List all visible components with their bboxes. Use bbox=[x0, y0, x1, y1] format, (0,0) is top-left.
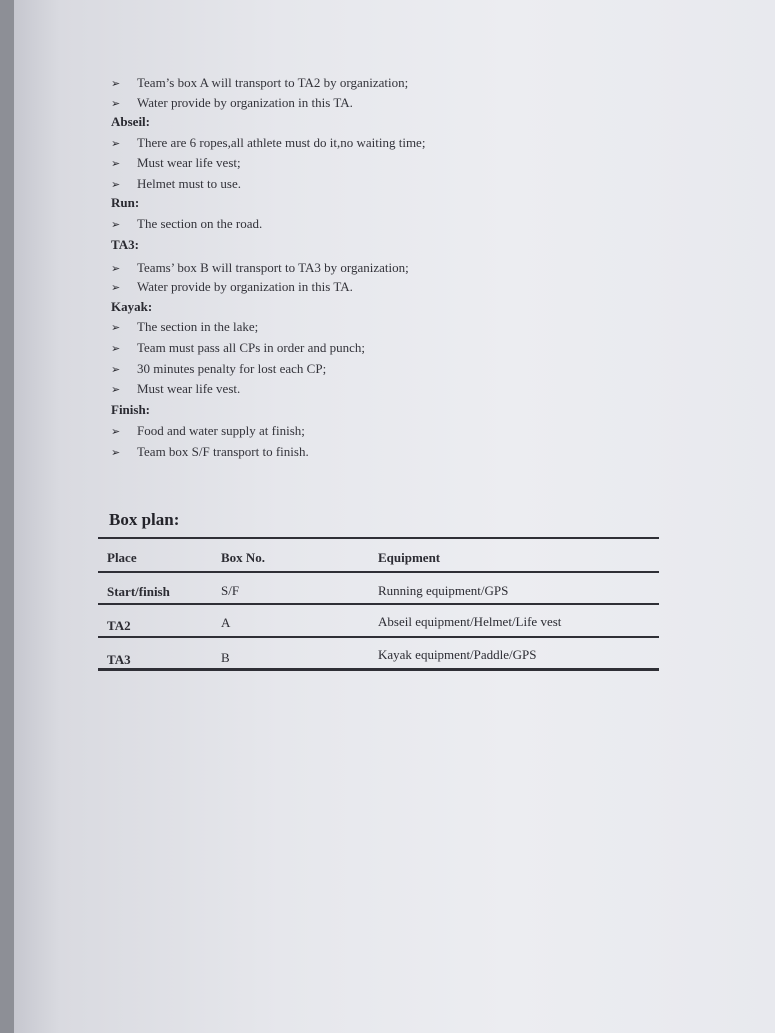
table-bottom-rule bbox=[98, 668, 659, 671]
section-heading-abseil: Abseil: bbox=[111, 114, 150, 129]
table-header-rule bbox=[98, 571, 659, 573]
section-heading-run: Run: bbox=[111, 195, 140, 210]
table-cell-box-no: S/F bbox=[221, 583, 240, 598]
arrow-bullet-icon: ➢ bbox=[111, 446, 121, 459]
bullet-item: ➢ Teams’ box B will transport to TA3 by organization; bbox=[111, 260, 409, 275]
document-content bbox=[14, 0, 775, 1033]
arrow-bullet-icon: ➢ bbox=[111, 97, 121, 110]
bullet-item: ➢ Team’s box A will transport to TA2 by organization; bbox=[111, 75, 409, 90]
document-page bbox=[14, 0, 775, 1033]
table-cell-place: Start/finish bbox=[107, 584, 170, 599]
arrow-bullet-icon: ➢ bbox=[111, 178, 121, 191]
bullet-item: ➢ Team box S/F transport to finish. bbox=[111, 444, 309, 459]
box-plan-title: Box plan: bbox=[109, 510, 180, 529]
table-header-place: Place bbox=[107, 550, 137, 565]
table-header-box-no: Box No. bbox=[221, 550, 266, 565]
section-heading-finish: Finish: bbox=[111, 402, 151, 417]
bullet-item: ➢ The section on the road. bbox=[111, 216, 263, 231]
table-cell-box-no: A bbox=[221, 615, 231, 630]
arrow-bullet-icon: ➢ bbox=[111, 363, 121, 376]
arrow-bullet-icon: ➢ bbox=[111, 157, 121, 170]
table-top-rule bbox=[98, 537, 659, 539]
table-cell-equipment: Running equipment/GPS bbox=[378, 583, 509, 598]
table-cell-place: TA2 bbox=[107, 618, 131, 633]
bullet-item: ➢ Food and water supply at finish; bbox=[111, 423, 305, 438]
bullet-item: ➢ Helmet must to use. bbox=[111, 176, 241, 191]
arrow-bullet-icon: ➢ bbox=[111, 342, 121, 355]
arrow-bullet-icon: ➢ bbox=[111, 77, 121, 90]
table-cell-equipment: Kayak equipment/Paddle/GPS bbox=[378, 647, 537, 662]
arrow-bullet-icon: ➢ bbox=[111, 137, 121, 150]
table-row-rule bbox=[98, 636, 659, 638]
bullet-item: ➢ Water provide by organization in this TA. bbox=[111, 95, 353, 110]
table-header-equipment: Equipment bbox=[378, 550, 441, 565]
table-cell-equipment: Abseil equipment/Helmet/Life vest bbox=[378, 614, 562, 629]
table-cell-box-no: B bbox=[221, 650, 230, 665]
arrow-bullet-icon: ➢ bbox=[111, 383, 121, 396]
bullet-item: ➢ Must wear life vest. bbox=[111, 381, 241, 396]
table-row-rule bbox=[98, 603, 659, 605]
arrow-bullet-icon: ➢ bbox=[111, 425, 121, 438]
bullet-item: ➢ Must wear life vest; bbox=[111, 155, 241, 170]
table-cell-place: TA3 bbox=[107, 652, 131, 667]
bullet-item: ➢ Water provide by organization in this TA. bbox=[111, 279, 353, 294]
arrow-bullet-icon: ➢ bbox=[111, 218, 121, 231]
section-heading-ta3: TA3: bbox=[111, 237, 139, 252]
bullet-item: ➢ 30 minutes penalty for lost each CP; bbox=[111, 361, 327, 376]
section-heading-kayak: Kayak: bbox=[111, 299, 153, 314]
arrow-bullet-icon: ➢ bbox=[111, 262, 121, 275]
bullet-item: ➢ The section in the lake; bbox=[111, 319, 259, 334]
bullet-item: ➢ There are 6 ropes,all athlete must do it,no waiting time; bbox=[111, 135, 426, 150]
arrow-bullet-icon: ➢ bbox=[111, 321, 121, 334]
arrow-bullet-icon: ➢ bbox=[111, 281, 121, 294]
bullet-item: ➢ Team must pass all CPs in order and punch; bbox=[111, 340, 366, 355]
